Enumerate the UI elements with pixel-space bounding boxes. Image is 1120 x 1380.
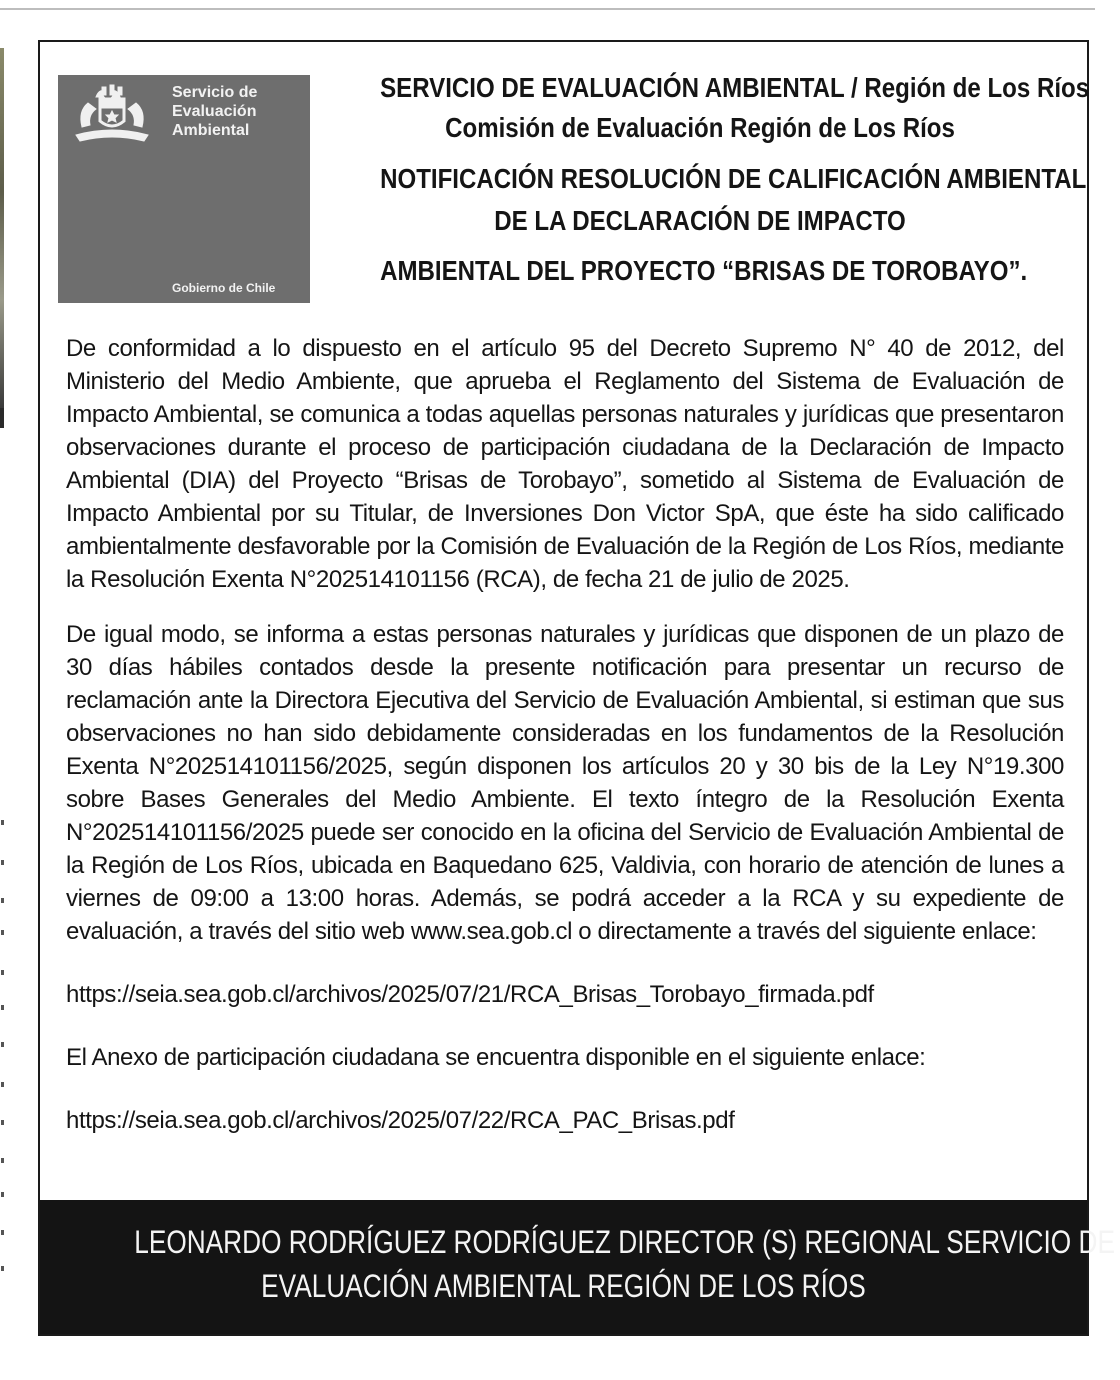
adjacent-photo-edge bbox=[0, 48, 4, 408]
logo-government: Gobierno de Chile bbox=[172, 281, 276, 295]
body-paragraph-1: De conformidad a lo dispuesto en el artículo 95 del Decreto Supremo N° 40 de 2012, del Ministerio del Medio Ambiente, que aprueba el Reglamento del Sistema de Evaluación de Impacto Ambiental, se comunica a todas aquellas personas naturales y jurídicas que presentaron observaciones durante el proceso de participación ciudadana de la Declaración de Impacto Ambiental (DIA) del Proyecto “Brisas de Torobayo”, sometido al Sistema de Evaluación de Impacto Ambiental por su Titular, de Inversiones Don Victor SpA, que éste ha sido calificado ambientalmente desfavorable por la Comisión de Evaluación de la Región de Los Ríos, mediante la Resolución Exenta N°202514101156 (RCA), de fecha 21 de julio de 2025. bbox=[66, 335, 1064, 593]
signature-line-2: EVALUACIÓN AMBIENTAL REGIÓN DE LOS RÍOS bbox=[261, 1268, 866, 1304]
notice-header bbox=[380, 68, 1090, 292]
header-line-title-1: NOTIFICACIÓN RESOLUCIÓN DE CALIFICACIÓN AMBIENTAL bbox=[380, 163, 1087, 194]
sea-logo bbox=[58, 75, 310, 303]
chile-coat-of-arms-icon bbox=[66, 83, 158, 153]
rca-link[interactable]: https://seia.sea.gob.cl/archivos/2025/07/21/RCA_Brisas_Torobayo_firmada.pdf bbox=[66, 981, 874, 1008]
signature-bar bbox=[40, 1200, 1115, 1334]
notice-body bbox=[66, 332, 1064, 1137]
body-paragraph-2: De igual modo, se informa a estas personas naturales y jurídicas que disponen de un plazo de 30 días hábiles contados desde la presente notificación para presentar un recurso de reclamación ante la Directora Ejecutiva del Servicio de Evaluación Ambiental, si estiman que sus observaciones no han sido debidamente consideradas en los fundamentos de la Resolución Exenta N°202514101156/2025, según disponen los artículos 20 y 30 bis de la Ley N°19.300 sobre Bases Generales del Medio Ambiente. El texto íntegro de la Resolución Exenta N°202514101156/2025 puede ser conocido en la oficina del Servicio de Evaluación Ambiental de la Región de Los Ríos, ubicada en Baquedano 625, Valdivia, con horario de atención de lunes a viernes de 09:00 a 13:00 horas. Además, se podrá acceder a la RCA y su expediente de evaluación, a través del sitio web www.sea.gob.cl o directamente a través del siguiente enlace: bbox=[66, 621, 1064, 945]
header-line-commission: Comisión de Evaluación Región de Los Ríos bbox=[445, 112, 955, 143]
page-top-rule bbox=[0, 8, 1095, 10]
annex-text: El Anexo de participación ciudadana se encuentra disponible en el siguiente enlace: bbox=[66, 1044, 926, 1071]
header-line-agency: SERVICIO DE EVALUACIÓN AMBIENTAL / Región de Los Ríos bbox=[380, 72, 1090, 103]
adjacent-photo-edge-dark bbox=[0, 408, 4, 428]
header-line-title-2: DE LA DECLARACIÓN DE IMPACTO bbox=[494, 205, 906, 236]
logo-org-name: Servicio de Evaluación Ambiental bbox=[172, 84, 258, 139]
signature-line-1: LEONARDO RODRÍGUEZ RODRÍGUEZ DIRECTOR (S) REGIONAL SERVICIO DE bbox=[134, 1224, 1115, 1260]
pac-annex-link[interactable]: https://seia.sea.gob.cl/archivos/2025/07/22/RCA_PAC_Brisas.pdf bbox=[66, 1107, 735, 1134]
adjacent-column-text-edge bbox=[0, 820, 10, 1290]
public-notice bbox=[38, 40, 1115, 1336]
header-line-title-3: AMBIENTAL DEL PROYECTO “BRISAS DE TOROBAYO”. bbox=[380, 255, 1028, 286]
